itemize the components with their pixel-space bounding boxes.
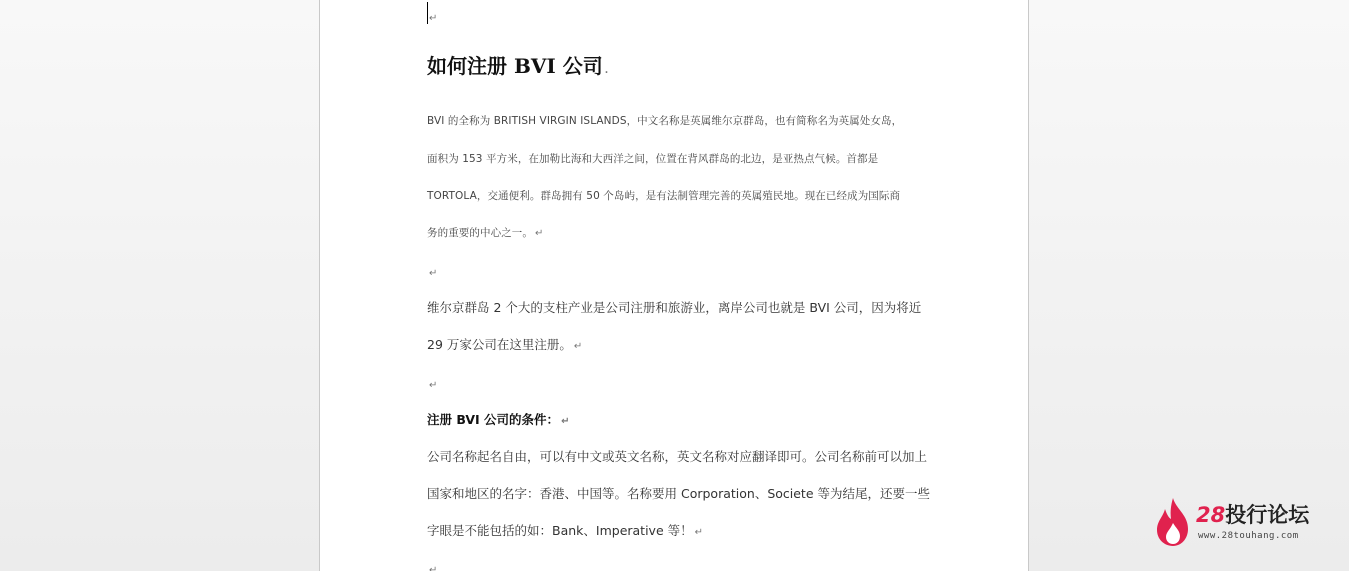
- document-title[interactable]: [427, 50, 608, 79]
- watermark-title: 投行论坛: [1225, 503, 1310, 527]
- flame-icon: [1154, 497, 1192, 547]
- paragraph-mark: ↵: [535, 228, 544, 239]
- paragraph-mark: ↵: [429, 380, 438, 391]
- title-text: 如何注册 BVI 公司: [427, 54, 603, 78]
- empty-paragraph: [427, 6, 437, 25]
- paragraph-mark: ↵: [429, 13, 438, 24]
- paragraph-mark: ↵: [694, 527, 704, 538]
- paragraph-3-line-3-text: 字眼是不能包括的如：Bank、Imperative 等！: [427, 523, 693, 538]
- paragraph-3-line-3[interactable]: [427, 521, 703, 539]
- paragraph-mark: ↵: [561, 416, 570, 427]
- document-page[interactable]: [319, 0, 1029, 571]
- empty-paragraph: [427, 373, 437, 392]
- paragraph-2-line-2-text: 29 万家公司在这里注册。: [427, 337, 572, 352]
- watermark-url: www.28touhang.com: [1198, 531, 1299, 541]
- paragraph-2-line-2[interactable]: [427, 335, 582, 353]
- empty-paragraph: [427, 261, 437, 280]
- paragraph-mark: ↵: [429, 565, 438, 571]
- paragraph-mark: ↵: [429, 268, 438, 279]
- watermark-name: [1196, 499, 1309, 529]
- section-heading-text: 注册 BVI 公司的条件：: [427, 412, 560, 427]
- paragraph-1-line-1[interactable]: BVI 的全称为 BRITISH VIRGIN ISLANDS，中文名称是英属维尔京群岛，也有简称名为英属处女岛，: [427, 115, 903, 127]
- paragraph-mark: ↵: [573, 341, 583, 352]
- paragraph-3-line-1[interactable]: 公司名称起名自由，可以有中文或英文名称，英文名称对应翻译即可。公司名称前可以加上: [427, 449, 928, 464]
- title-mark: .: [604, 65, 609, 76]
- watermark-number: 28: [1196, 503, 1226, 527]
- paragraph-1-line-4-text: 务的重要的中心之一。: [427, 227, 533, 239]
- paragraph-2-line-1[interactable]: 维尔京群岛 2 个大的支柱产业是公司注册和旅游业，离岸公司也就是 BVI 公司，因为将近: [427, 300, 922, 315]
- paragraph-3-line-2[interactable]: 国家和地区的名字：香港、中国等。名称要用 Corporation、Societe 等为结尾，还要一些: [427, 486, 930, 501]
- paragraph-1-line-2[interactable]: 面积为 153 平方米，在加勒比海和大西洋之间，位置在背风群岛的北边，是亚热点气候。首都是: [427, 153, 879, 165]
- paragraph-1-line-3[interactable]: TORTOLA，交通便利。群岛拥有 50 个岛屿，是有法制管理完善的英属殖民地。现在已经成为国际商: [427, 190, 901, 202]
- watermark-logo: [1154, 497, 1334, 549]
- paragraph-1-line-4[interactable]: [427, 225, 543, 240]
- empty-paragraph: [427, 558, 437, 571]
- section-heading[interactable]: [427, 410, 569, 428]
